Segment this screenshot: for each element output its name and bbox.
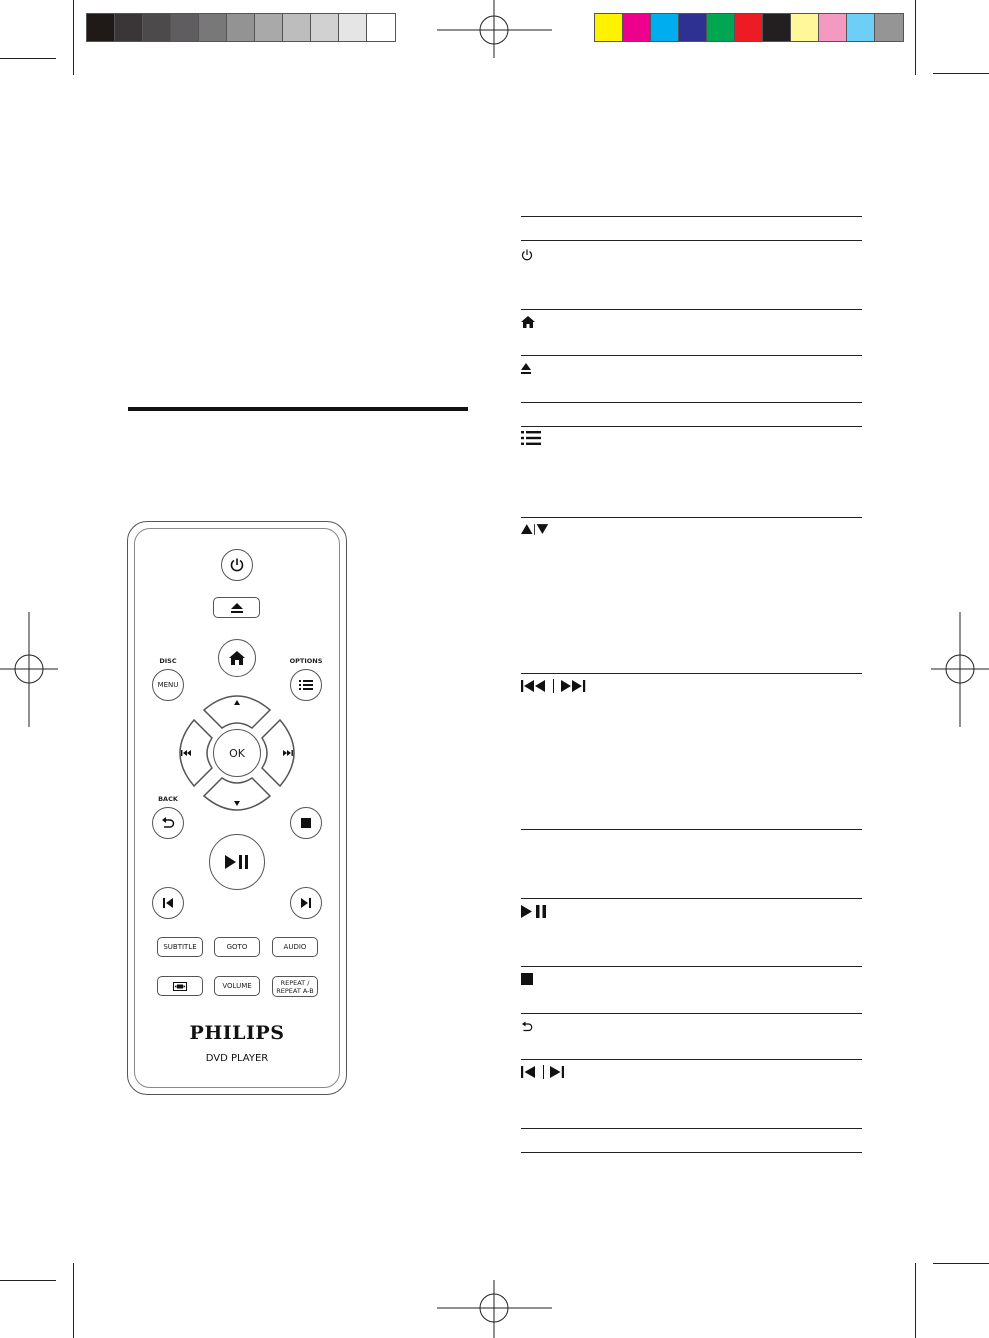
key-table-row-fast-search <box>521 678 591 694</box>
color-swatch <box>679 14 707 41</box>
power-icon <box>521 249 533 261</box>
process-color-bar <box>594 13 904 42</box>
grayscale-color-bar <box>86 13 396 42</box>
gray-swatch <box>87 14 115 41</box>
remote-back-label: BACK <box>158 795 178 803</box>
gray-swatch <box>255 14 283 41</box>
color-swatch <box>651 14 679 41</box>
remote-audio-label: AUDIO <box>283 943 307 951</box>
remote-goto-label: GOTO <box>226 943 248 951</box>
back-icon <box>521 1021 533 1032</box>
previous-icon <box>163 898 173 908</box>
remote-subtitle-label: SUBTITLE <box>163 943 197 951</box>
gray-swatch <box>311 14 339 41</box>
key-table-row-play-pause <box>521 903 549 919</box>
back-icon <box>161 817 175 829</box>
power-icon <box>229 557 245 573</box>
remote-goto-button <box>214 937 260 957</box>
remote-model-label: DVD PLAYER <box>205 1053 269 1064</box>
key-table-row-up-down <box>521 521 549 537</box>
remote-subtitle-button <box>157 937 203 957</box>
remote-options-label: OPTIONS <box>289 657 323 665</box>
eject-icon <box>521 363 531 374</box>
remote-ok-button <box>213 729 261 777</box>
remote-repeat-label: REPEAT / REPEAT A-B <box>276 978 314 995</box>
gray-swatch <box>199 14 227 41</box>
color-swatch <box>735 14 763 41</box>
color-swatch <box>763 14 791 41</box>
remote-play-pause-button <box>209 834 265 890</box>
remote-volume-label: VOLUME <box>222 982 252 990</box>
key-table-row-options <box>521 430 549 446</box>
options-list-icon <box>521 431 541 445</box>
remote-menu-label: MENU <box>157 681 179 689</box>
remote-next-button <box>290 887 322 919</box>
color-swatch <box>707 14 735 41</box>
registration-target-left <box>0 612 58 727</box>
zoom-icon <box>173 982 187 991</box>
key-table-row-back <box>521 1018 549 1034</box>
remote-stop-button <box>290 807 322 839</box>
home-icon <box>521 316 535 328</box>
remote-audio-button <box>272 937 318 957</box>
color-swatch <box>875 14 903 41</box>
color-swatch <box>623 14 651 41</box>
remote-brand-logo: PHILIPS <box>189 1022 285 1044</box>
remote-disc-label: DISC <box>159 657 177 665</box>
remote-eject-button <box>213 597 260 618</box>
remote-previous-button <box>152 887 184 919</box>
gray-swatch <box>143 14 171 41</box>
registration-target-top <box>437 0 552 60</box>
fast-backward-forward-icon <box>521 679 587 693</box>
gray-swatch <box>171 14 199 41</box>
registration-target-bottom <box>437 1280 552 1338</box>
registration-target-right <box>931 612 989 727</box>
remote-home-button <box>218 639 256 677</box>
gray-swatch <box>367 14 395 41</box>
gray-swatch <box>283 14 311 41</box>
home-icon <box>229 651 245 665</box>
key-table-row-stop <box>521 971 549 987</box>
up-down-arrows-icon <box>521 523 549 536</box>
remote-ok-label: OK <box>229 746 245 760</box>
color-swatch <box>819 14 847 41</box>
key-table-row-home <box>521 314 549 330</box>
remote-power-button <box>221 549 253 581</box>
key-table-row-power <box>521 247 549 263</box>
key-table-row-previous-next <box>521 1064 571 1080</box>
gray-swatch <box>115 14 143 41</box>
gray-swatch <box>339 14 367 41</box>
play-pause-icon <box>521 905 547 918</box>
next-icon <box>301 898 311 908</box>
color-swatch <box>791 14 819 41</box>
remote-repeat-button <box>272 976 318 997</box>
remote-back-button <box>152 807 184 839</box>
color-swatch <box>595 14 623 41</box>
remote-zoom-button <box>157 976 203 996</box>
gray-swatch <box>227 14 255 41</box>
stop-icon <box>301 818 311 828</box>
eject-icon <box>231 603 243 613</box>
remote-volume-button <box>214 976 260 996</box>
section-heading-rule <box>128 407 468 411</box>
stop-icon <box>521 973 533 985</box>
previous-next-icon <box>521 1065 567 1079</box>
play-pause-icon <box>225 855 249 869</box>
color-swatch <box>847 14 875 41</box>
key-table-row-eject <box>521 360 549 376</box>
